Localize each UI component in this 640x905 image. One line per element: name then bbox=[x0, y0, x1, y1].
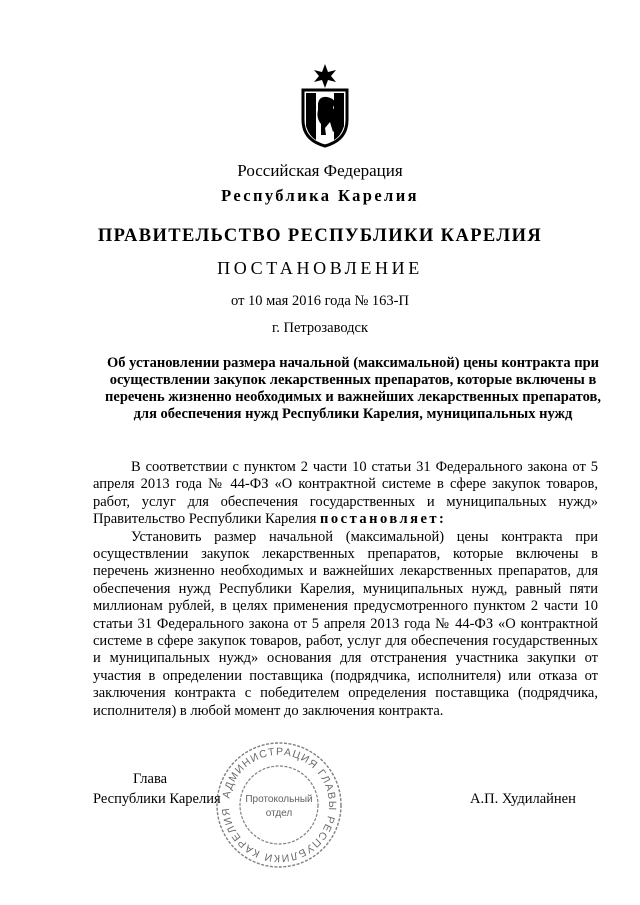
document-type: ПОСТАНОВЛЕНИЕ bbox=[217, 258, 423, 278]
official-stamp bbox=[212, 738, 346, 872]
stamp-center-line1: Протокольный bbox=[245, 794, 313, 805]
body-paragraph-preamble bbox=[93, 459, 598, 529]
republic-title: Республика Карелия bbox=[221, 186, 419, 205]
document-body bbox=[93, 459, 598, 720]
document-subject: Об установлении размера начальной (максимальной) цены контракта при осуществлении закупок лекарственных препаратов, которые включены в перечень жизненно необходимых и важнейших лекарственных препаратов, для обеспечения нужд Республики Карелия, муниципальных нужд bbox=[105, 355, 601, 422]
document-date-number: от 10 мая 2016 года № 163-П bbox=[231, 293, 409, 309]
document-city: г. Петрозаводск bbox=[271, 320, 369, 336]
government-title: ПРАВИТЕЛЬСТВО РЕСПУБЛИКИ КАРЕЛИЯ bbox=[97, 226, 543, 246]
signature-name: А.П. Худилайнен bbox=[470, 791, 576, 807]
federation-title: Российская Федерация bbox=[237, 161, 403, 180]
svg-text:АДМИНИСТРАЦИЯ ГЛАВЫ РЕСПУБЛИКИ bbox=[220, 746, 338, 864]
preamble-text: В соответствии с пунктом 2 части 10 статьи 31 Федерального закона от 5 апреля 2013 года № 44-ФЗ «О контрактной системе в сфере закупок товаров, работ, услуг для обеспечения государственных и муниципальных нужд» Правительство Республики Карелия bbox=[93, 459, 598, 528]
body-paragraph-decision: Установить размер начальной (максимальной) цены контракта при осуществлении закупок лекарственных препаратов, которые включены в перечень жизненно необходимых и важнейших лекарственных препаратов, для обеспечения нужд Республики Карелия, муниципальных нужд, равный пяти миллионам рублей, в целях применения предусмотренного пунктом 2 части 10 статьи 31 Федерального закона от 5 апреля 2013 года № 44-ФЗ «О контрактной системе в сфере закупок товаров, работ, услуг для обеспечения государственных и муниципальных нужд» основания для отстранения участника закупки от участия в определении поставщика (подрядчика, исполнителя) или отказа от заключения контракта с победителем определения поставщика (подрядчика, исполнителя) в любой момент до заключения контракта. bbox=[93, 528, 598, 719]
signature-title: Глава bbox=[133, 771, 168, 787]
stamp-center-line2: отдел bbox=[265, 808, 293, 819]
decree-word: постановляет: bbox=[320, 511, 447, 528]
stamp-ring-text: АДМИНИСТРАЦИЯ ГЛАВЫ РЕСПУБЛИКИ КАРЕЛИЯ bbox=[219, 745, 339, 865]
coat-of-arms-icon bbox=[297, 62, 353, 148]
signature-organization: Республики Карелия bbox=[93, 791, 221, 807]
